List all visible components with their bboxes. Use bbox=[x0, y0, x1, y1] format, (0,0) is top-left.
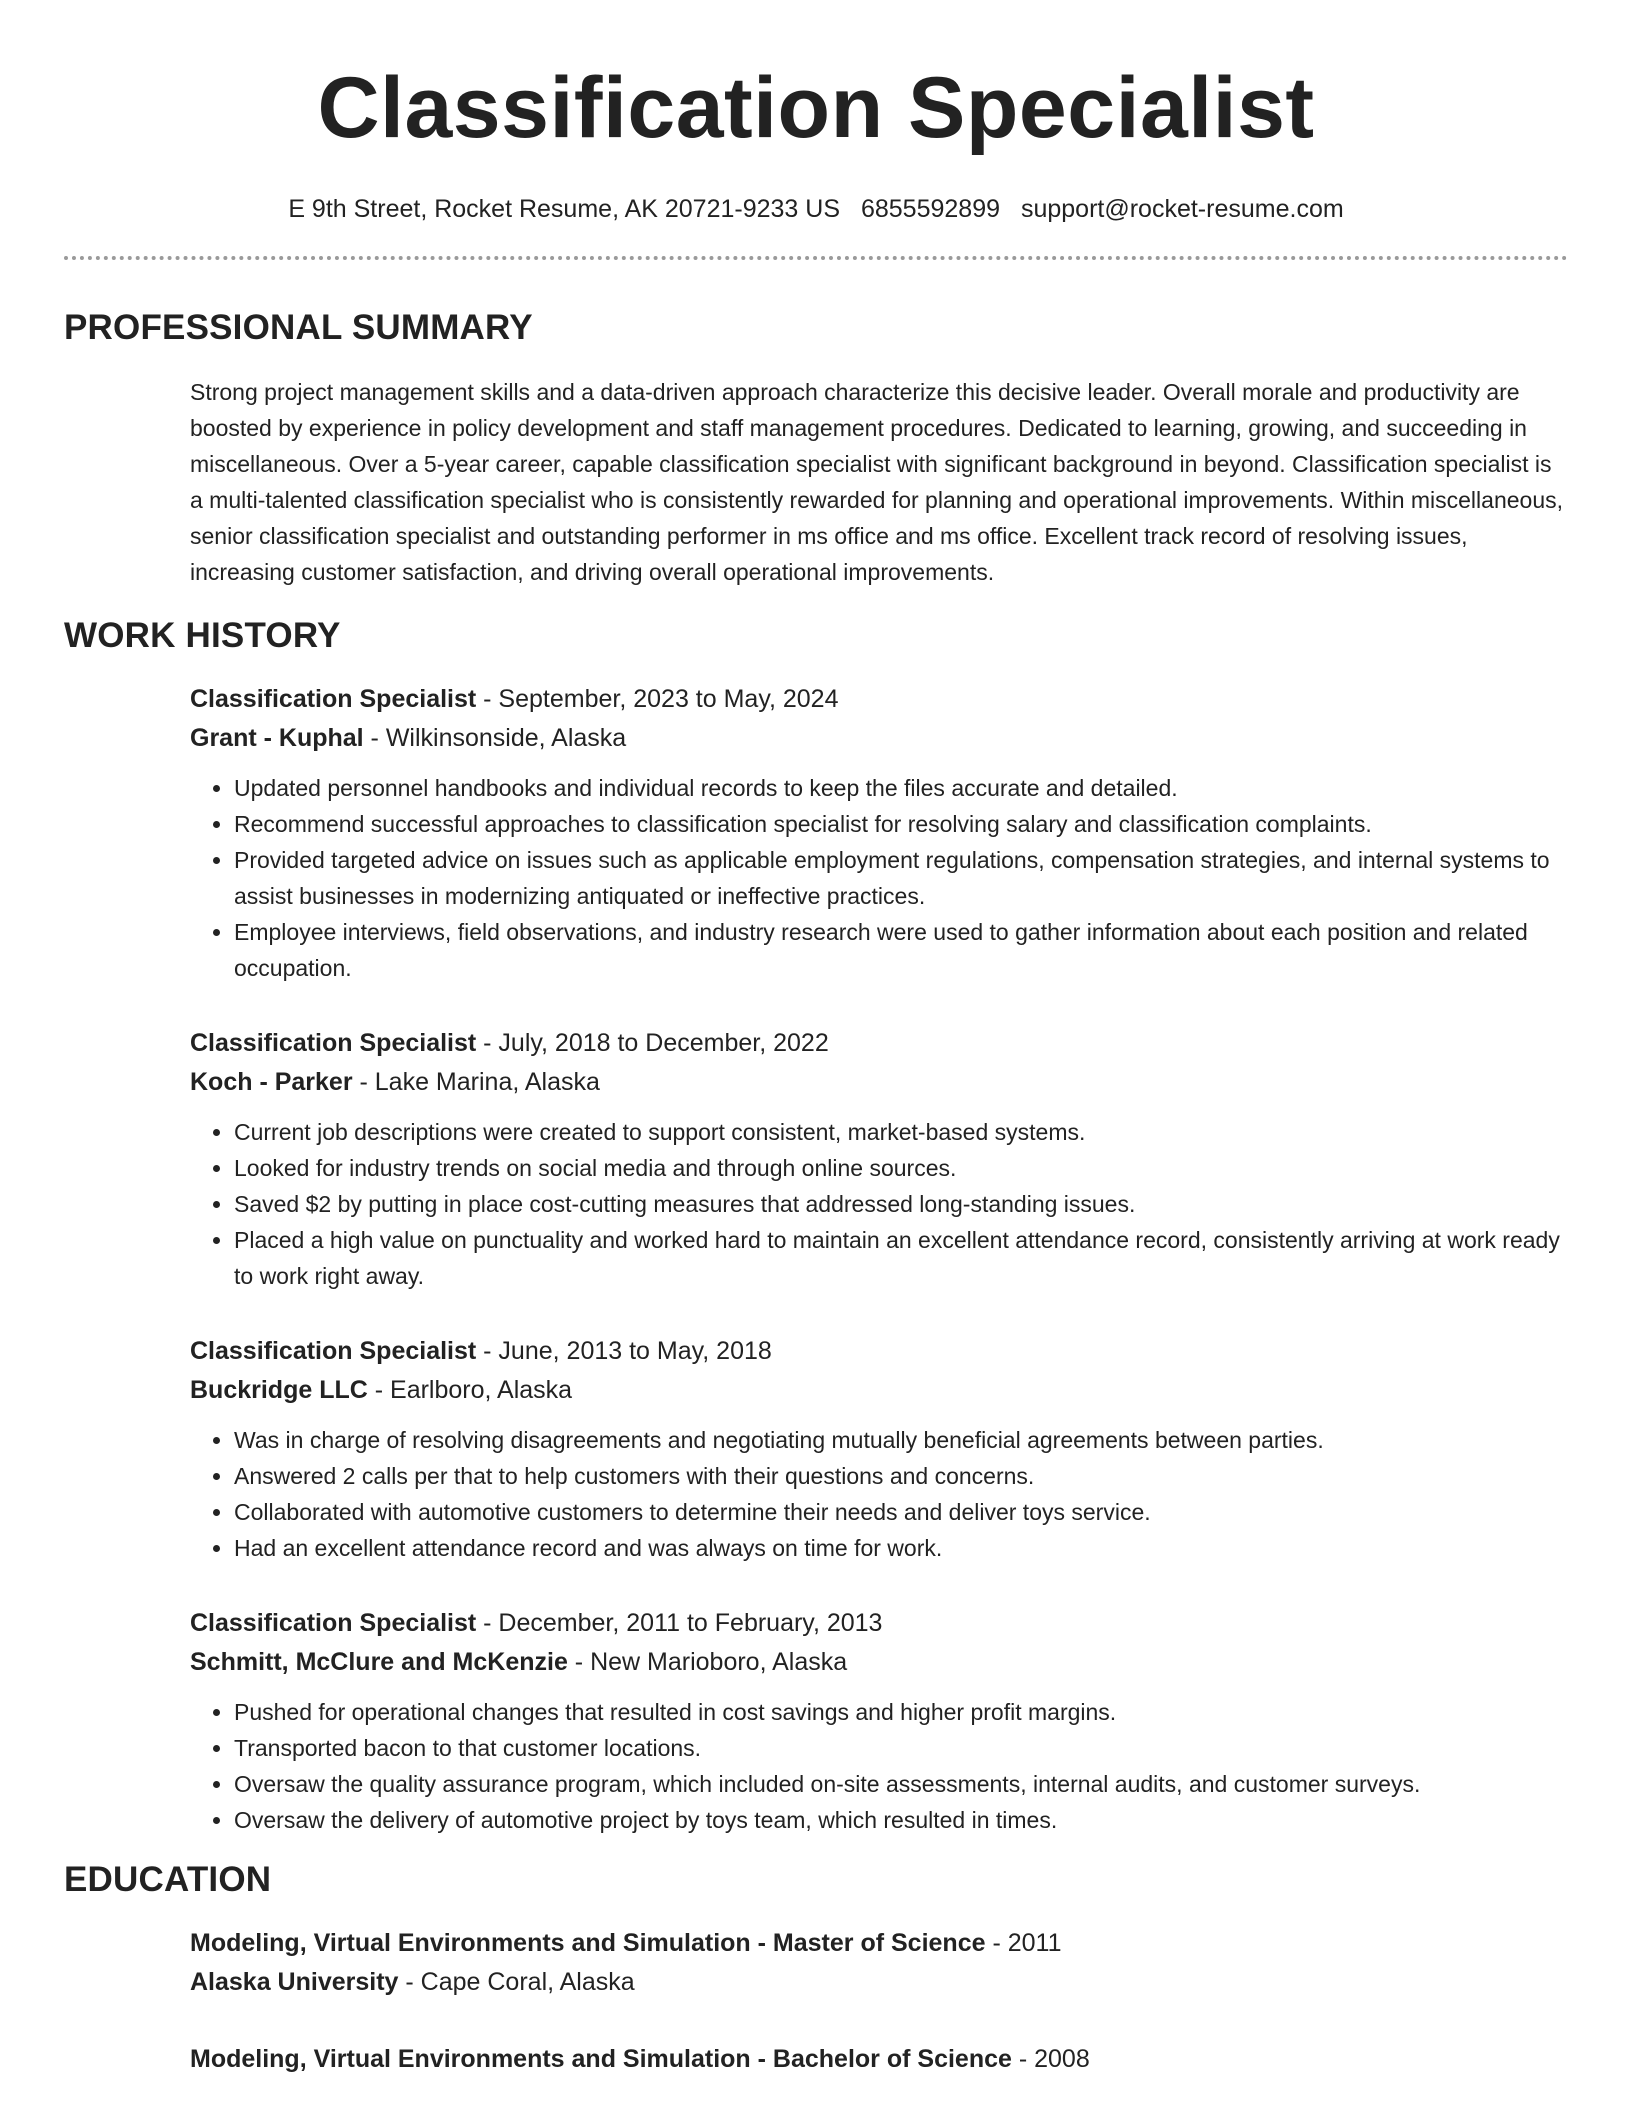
job-entry bbox=[190, 1332, 1568, 1566]
job-duties bbox=[190, 1114, 1568, 1294]
work-history-heading: WORK HISTORY bbox=[64, 616, 341, 655]
job-entry bbox=[190, 680, 1568, 986]
job-location: - Earlboro, Alaska bbox=[367, 1376, 573, 1404]
job-company-line bbox=[190, 1371, 1568, 1410]
education-school: Alaska University bbox=[190, 1968, 399, 1996]
job-dates: - December, 2011 to February, 2013 bbox=[476, 1609, 883, 1637]
job-duties bbox=[190, 1694, 1568, 1838]
job-company: Koch - Parker bbox=[190, 1068, 353, 1096]
job-duty: • Placed a high value on punctuality and worked hard to maintain an excellent attendance record, consistently arriving at work ready to work right away. bbox=[234, 1222, 1568, 1294]
work-history-list bbox=[190, 680, 1568, 1838]
summary-heading: PROFESSIONAL SUMMARY bbox=[64, 308, 533, 347]
education-heading: EDUCATION bbox=[64, 1860, 272, 1899]
job-duty: • Updated personnel handbooks and individual records to keep the files accurate and detailed. bbox=[234, 770, 1568, 806]
job-duties bbox=[190, 770, 1568, 986]
job-duty: • Saved $2 by putting in place cost-cutting measures that addressed long-standing issues. bbox=[234, 1186, 1568, 1222]
job-duty: • Was in charge of resolving disagreements and negotiating mutually beneficial agreements between parties. bbox=[234, 1422, 1568, 1458]
job-duty: • Looked for industry trends on social media and through online sources. bbox=[234, 1150, 1568, 1186]
job-dates: - September, 2023 to May, 2024 bbox=[476, 685, 839, 713]
job-dates: - July, 2018 to December, 2022 bbox=[476, 1029, 829, 1057]
education-year: - 2011 bbox=[985, 1929, 1062, 1957]
job-duty: • Current job descriptions were created to support consistent, market-based systems. bbox=[234, 1114, 1568, 1150]
job-duty: • Employee interviews, field observations, and industry research were used to gather information about each position and related occupation. bbox=[234, 914, 1568, 986]
job-duty: • Provided targeted advice on issues such as applicable employment regulations, compensation strategies, and internal systems to assist businesses in modernizing antiquated or ineffective practices. bbox=[234, 842, 1568, 914]
contact-address: E 9th Street, Rocket Resume, AK 20721-9233 US bbox=[288, 195, 841, 223]
job-title-line bbox=[190, 1604, 1568, 1643]
job-company: Buckridge LLC bbox=[190, 1376, 368, 1404]
contact-phone: 6855592899 bbox=[860, 195, 1001, 223]
education-entry bbox=[190, 1924, 1568, 2002]
job-company: Grant - Kuphal bbox=[190, 724, 364, 752]
job-title-line bbox=[190, 680, 1568, 719]
education-degree-line bbox=[190, 1924, 1568, 1963]
education-degree: Modeling, Virtual Environments and Simulation - Bachelor of Science bbox=[190, 2045, 1012, 2073]
job-duty: • Transported bacon to that customer locations. bbox=[234, 1730, 1568, 1766]
job-duty: • Answered 2 calls per that to help customers with their questions and concerns. bbox=[234, 1458, 1568, 1494]
education-list bbox=[190, 1924, 1568, 2079]
job-company-line bbox=[190, 719, 1568, 758]
education-location: - Cape Coral, Alaska bbox=[398, 1968, 635, 1996]
job-company-line bbox=[190, 1643, 1568, 1682]
job-dates: - June, 2013 to May, 2018 bbox=[476, 1337, 772, 1365]
contact-email[interactable]: support@rocket-resume.com bbox=[1020, 195, 1344, 223]
header-divider bbox=[64, 256, 1568, 260]
education-degree-line bbox=[190, 2040, 1568, 2079]
job-entry bbox=[190, 1024, 1568, 1294]
job-title-line bbox=[190, 1024, 1568, 1063]
job-company: Schmitt, McClure and McKenzie bbox=[190, 1648, 568, 1676]
job-duty: • Collaborated with automotive customers to determine their needs and deliver toys service. bbox=[234, 1494, 1568, 1530]
job-duty: • Had an excellent attendance record and was always on time for work. bbox=[234, 1530, 1568, 1566]
resume-name: Classification Specialist bbox=[317, 60, 1315, 156]
education-school-line bbox=[190, 1963, 1568, 2002]
job-duty: • Pushed for operational changes that resulted in cost savings and higher profit margins. bbox=[234, 1694, 1568, 1730]
job-company-line bbox=[190, 1063, 1568, 1102]
job-position: Classification Specialist bbox=[190, 1609, 477, 1637]
education-entry bbox=[190, 2040, 1568, 2079]
job-duty: • Oversaw the quality assurance program, which included on-site assessments, internal audits, and customer surveys. bbox=[234, 1766, 1568, 1802]
job-position: Classification Specialist bbox=[190, 1029, 477, 1057]
job-entry bbox=[190, 1604, 1568, 1838]
job-duty: • Oversaw the delivery of automotive project by toys team, which resulted in times. bbox=[234, 1802, 1568, 1838]
job-location: - Lake Marina, Alaska bbox=[352, 1068, 600, 1096]
job-duty: • Recommend successful approaches to classification specialist for resolving salary and classification complaints. bbox=[234, 806, 1568, 842]
job-location: - Wilkinsonside, Alaska bbox=[363, 724, 627, 752]
job-duties bbox=[190, 1422, 1568, 1566]
education-degree: Modeling, Virtual Environments and Simulation - Master of Science bbox=[190, 1929, 986, 1957]
education-year: - 2008 bbox=[1011, 2045, 1090, 2073]
contact-line bbox=[64, 194, 1568, 224]
job-position: Classification Specialist bbox=[190, 1337, 477, 1365]
summary-text: Strong project management skills and a data-driven approach characterize this decisive leader. Overall morale and productivity are boosted by experience in policy development and staff management procedures. Dedicated to learning, growing, and succeeding in miscellaneous. Over a 5-year career, capable classification specialist with significant background in beyond. Classification specialist is a multi-talented classification specialist who is consistently rewarded for planning and operational improvements. Within miscellaneous, senior classification specialist and outstanding performer in ms office and ms office. Excellent track record of resolving issues, increasing customer satisfaction, and driving overall operational improvements. bbox=[190, 379, 1564, 585]
job-position: Classification Specialist bbox=[190, 685, 477, 713]
job-title-line bbox=[190, 1332, 1568, 1371]
job-location: - New Marioboro, Alaska bbox=[567, 1648, 848, 1676]
